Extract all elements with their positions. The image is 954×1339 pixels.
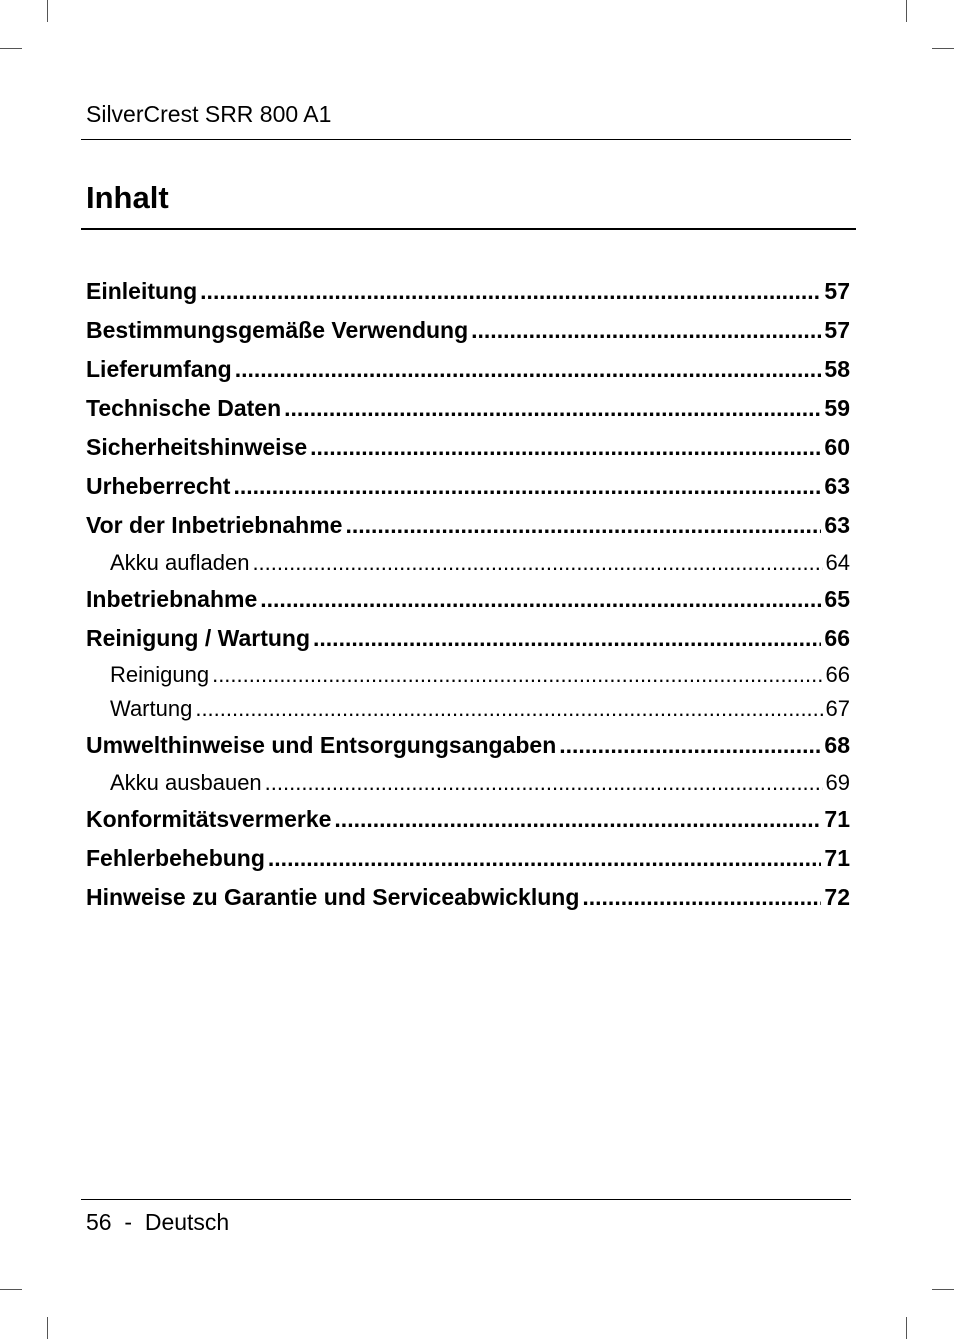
toc-dot-leader — [345, 506, 821, 545]
toc-entry-page: 63 — [824, 512, 850, 538]
crop-mark-left-top — [0, 48, 22, 49]
toc-dot-leader — [260, 580, 821, 619]
toc-entry[interactable] — [86, 272, 850, 311]
toc-entry[interactable] — [86, 800, 850, 839]
table-of-contents — [86, 272, 850, 917]
toc-entry[interactable] — [86, 428, 850, 467]
header-rule — [81, 139, 851, 140]
toc-dot-leader — [334, 800, 821, 839]
toc-subentry[interactable] — [86, 545, 850, 580]
toc-entry-label: Vor der Inbetriebnahme — [86, 512, 343, 538]
toc-entry-page: 64 — [825, 550, 850, 575]
toc-entry[interactable] — [86, 467, 850, 506]
toc-entry-label: Hinweise zu Garantie und Serviceabwicklung — [86, 884, 580, 910]
toc-entry-label: Inbetriebnahme — [86, 586, 258, 612]
toc-entry-page: 60 — [824, 434, 850, 460]
crop-mark-top-right — [906, 0, 907, 22]
toc-entry-label: Akku aufladen — [110, 550, 250, 575]
toc-entry-page: 57 — [824, 317, 850, 343]
toc-entry[interactable] — [86, 839, 850, 878]
title-rule — [81, 228, 856, 230]
crop-mark-right-bottom — [932, 1289, 954, 1290]
toc-dot-leader — [252, 545, 822, 580]
toc-entry-page: 66 — [824, 625, 850, 651]
toc-dot-leader — [313, 619, 821, 658]
toc-entry-page: 58 — [824, 356, 850, 382]
toc-entry-page: 66 — [825, 662, 850, 687]
toc-entry-page: 57 — [824, 278, 850, 304]
footer-language: Deutsch — [144, 1209, 230, 1235]
toc-entry-page: 71 — [824, 845, 850, 871]
toc-dot-leader — [233, 467, 821, 506]
toc-entry-label: Umwelthinweise und Entsorgungsangaben — [86, 732, 557, 758]
toc-subentry[interactable] — [86, 692, 850, 726]
toc-entry[interactable] — [86, 506, 850, 545]
toc-entry-label: Bestimmungsgemäße Verwendung — [86, 317, 469, 343]
toc-entry-page: 69 — [825, 770, 850, 795]
toc-entry-label: Konformitätsvermerke — [86, 806, 332, 832]
crop-mark-right-top — [932, 48, 954, 49]
toc-entry[interactable] — [86, 726, 850, 765]
header-title: SilverCrest SRR 800 A1 — [86, 101, 332, 127]
toc-entry[interactable] — [86, 580, 850, 619]
toc-dot-leader — [200, 272, 821, 311]
toc-entry[interactable] — [86, 878, 850, 917]
toc-entry-label: Urheberrecht — [86, 473, 231, 499]
toc-dot-leader — [582, 878, 821, 917]
toc-dot-leader — [284, 389, 821, 428]
toc-dot-leader — [268, 839, 822, 878]
toc-entry-label: Lieferumfang — [86, 356, 232, 382]
toc-entry-label: Technische Daten — [86, 395, 282, 421]
toc-entry-page: 59 — [824, 395, 850, 421]
toc-entry-page: 63 — [824, 473, 850, 499]
toc-entry-label: Reinigung / Wartung — [86, 625, 311, 651]
crop-mark-bottom-left — [47, 1317, 48, 1339]
toc-entry-label: Einleitung — [86, 278, 198, 304]
toc-dot-leader — [559, 726, 821, 765]
toc-dot-leader — [265, 765, 823, 800]
page-title: Inhalt — [86, 180, 169, 215]
toc-entry[interactable] — [86, 350, 850, 389]
toc-dot-leader — [471, 311, 821, 350]
toc-dot-leader — [310, 428, 821, 467]
footer-separator: - — [124, 1209, 133, 1235]
toc-entry-page: 72 — [824, 884, 850, 910]
toc-entry-label: Sicherheitshinweise — [86, 434, 308, 460]
toc-entry-page: 65 — [824, 586, 850, 612]
crop-mark-bottom-right — [906, 1317, 907, 1339]
toc-entry-page: 71 — [824, 806, 850, 832]
toc-entry[interactable] — [86, 389, 850, 428]
toc-entry-page: 68 — [824, 732, 850, 758]
footer-rule — [81, 1199, 851, 1200]
toc-entry-label: Wartung — [110, 696, 193, 721]
toc-dot-leader — [195, 692, 822, 726]
toc-dot-leader — [212, 658, 822, 692]
toc-entry[interactable] — [86, 311, 850, 350]
crop-mark-left-bottom — [0, 1289, 22, 1290]
toc-entry-label: Fehlerbehebung — [86, 845, 265, 871]
crop-mark-top-left — [47, 0, 48, 22]
toc-entry[interactable] — [86, 619, 850, 658]
toc-entry-label: Reinigung — [110, 662, 210, 687]
page-footer — [86, 1208, 229, 1236]
toc-subentry[interactable] — [86, 765, 850, 800]
toc-dot-leader — [235, 350, 822, 389]
toc-subentry[interactable] — [86, 658, 850, 692]
toc-entry-page: 67 — [825, 696, 850, 721]
toc-entry-label: Akku ausbauen — [110, 770, 262, 795]
page-number: 56 — [86, 1209, 112, 1235]
